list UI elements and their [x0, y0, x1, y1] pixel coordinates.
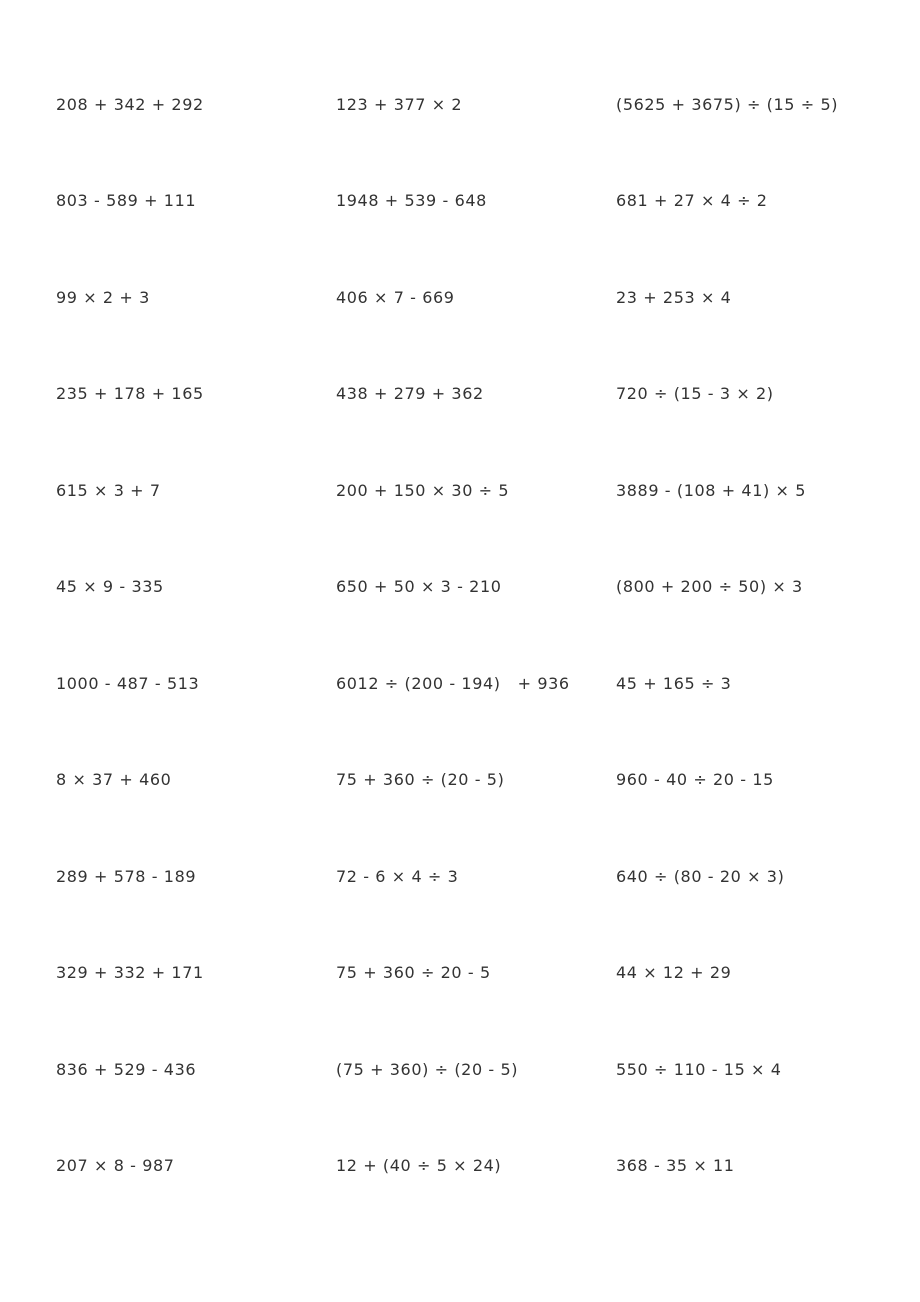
- problem: 44 × 12 + 29: [616, 963, 732, 982]
- problem-row: [0, 382, 920, 406]
- problem: 6012 ÷ (200 - 194) + 936: [336, 674, 570, 693]
- problem: 368 - 35 × 11: [616, 1156, 735, 1175]
- problem: 681 + 27 × 4 ÷ 2: [616, 191, 768, 210]
- problem: 45 + 165 ÷ 3: [616, 674, 732, 693]
- problem: 235 + 178 + 165: [56, 384, 204, 403]
- problem: 8 × 37 + 460: [56, 770, 172, 789]
- problem-row: [0, 865, 920, 889]
- problem-row: [0, 286, 920, 310]
- problem-row: [0, 768, 920, 792]
- problem: 3889 - (108 + 41) × 5: [616, 481, 806, 500]
- problem-row: [0, 1154, 920, 1178]
- problem-row: [0, 575, 920, 599]
- problem: 406 × 7 - 669: [336, 288, 455, 307]
- problem: 207 × 8 - 987: [56, 1156, 175, 1175]
- problem: 75 + 360 ÷ (20 - 5): [336, 770, 505, 789]
- problem: 72 - 6 × 4 ÷ 3: [336, 867, 459, 886]
- problem: (5625 + 3675) ÷ (15 ÷ 5): [616, 95, 839, 114]
- problem: (75 + 360) ÷ (20 - 5): [336, 1060, 519, 1079]
- problem-row: [0, 93, 920, 117]
- problem: 550 ÷ 110 - 15 × 4: [616, 1060, 782, 1079]
- problem: 960 - 40 ÷ 20 - 15: [616, 770, 774, 789]
- problem: 720 ÷ (15 - 3 × 2): [616, 384, 774, 403]
- problem: 23 + 253 × 4: [616, 288, 732, 307]
- problem: (800 + 200 ÷ 50) × 3: [616, 577, 803, 596]
- problem-row: [0, 1058, 920, 1082]
- problem: 123 + 377 × 2: [336, 95, 463, 114]
- problem: 438 + 279 + 362: [336, 384, 484, 403]
- problem: 208 + 342 + 292: [56, 95, 204, 114]
- problem: 836 + 529 - 436: [56, 1060, 197, 1079]
- problem-row: [0, 479, 920, 503]
- problem: 615 × 3 + 7: [56, 481, 161, 500]
- problem: 200 + 150 × 30 ÷ 5: [336, 481, 510, 500]
- problem: 99 × 2 + 3: [56, 288, 150, 307]
- problem: 803 - 589 + 111: [56, 191, 197, 210]
- problem: 12 + (40 ÷ 5 × 24): [336, 1156, 502, 1175]
- problem: 329 + 332 + 171: [56, 963, 204, 982]
- problem: 45 × 9 - 335: [56, 577, 164, 596]
- problem: 650 + 50 × 3 - 210: [336, 577, 502, 596]
- problem-row: [0, 961, 920, 985]
- problem: 1948 + 539 - 648: [336, 191, 487, 210]
- problem-row: [0, 672, 920, 696]
- problem-row: [0, 189, 920, 213]
- problem: 289 + 578 - 189: [56, 867, 197, 886]
- problem: 1000 - 487 - 513: [56, 674, 200, 693]
- problem: 640 ÷ (80 - 20 × 3): [616, 867, 785, 886]
- problem: 75 + 360 ÷ 20 - 5: [336, 963, 491, 982]
